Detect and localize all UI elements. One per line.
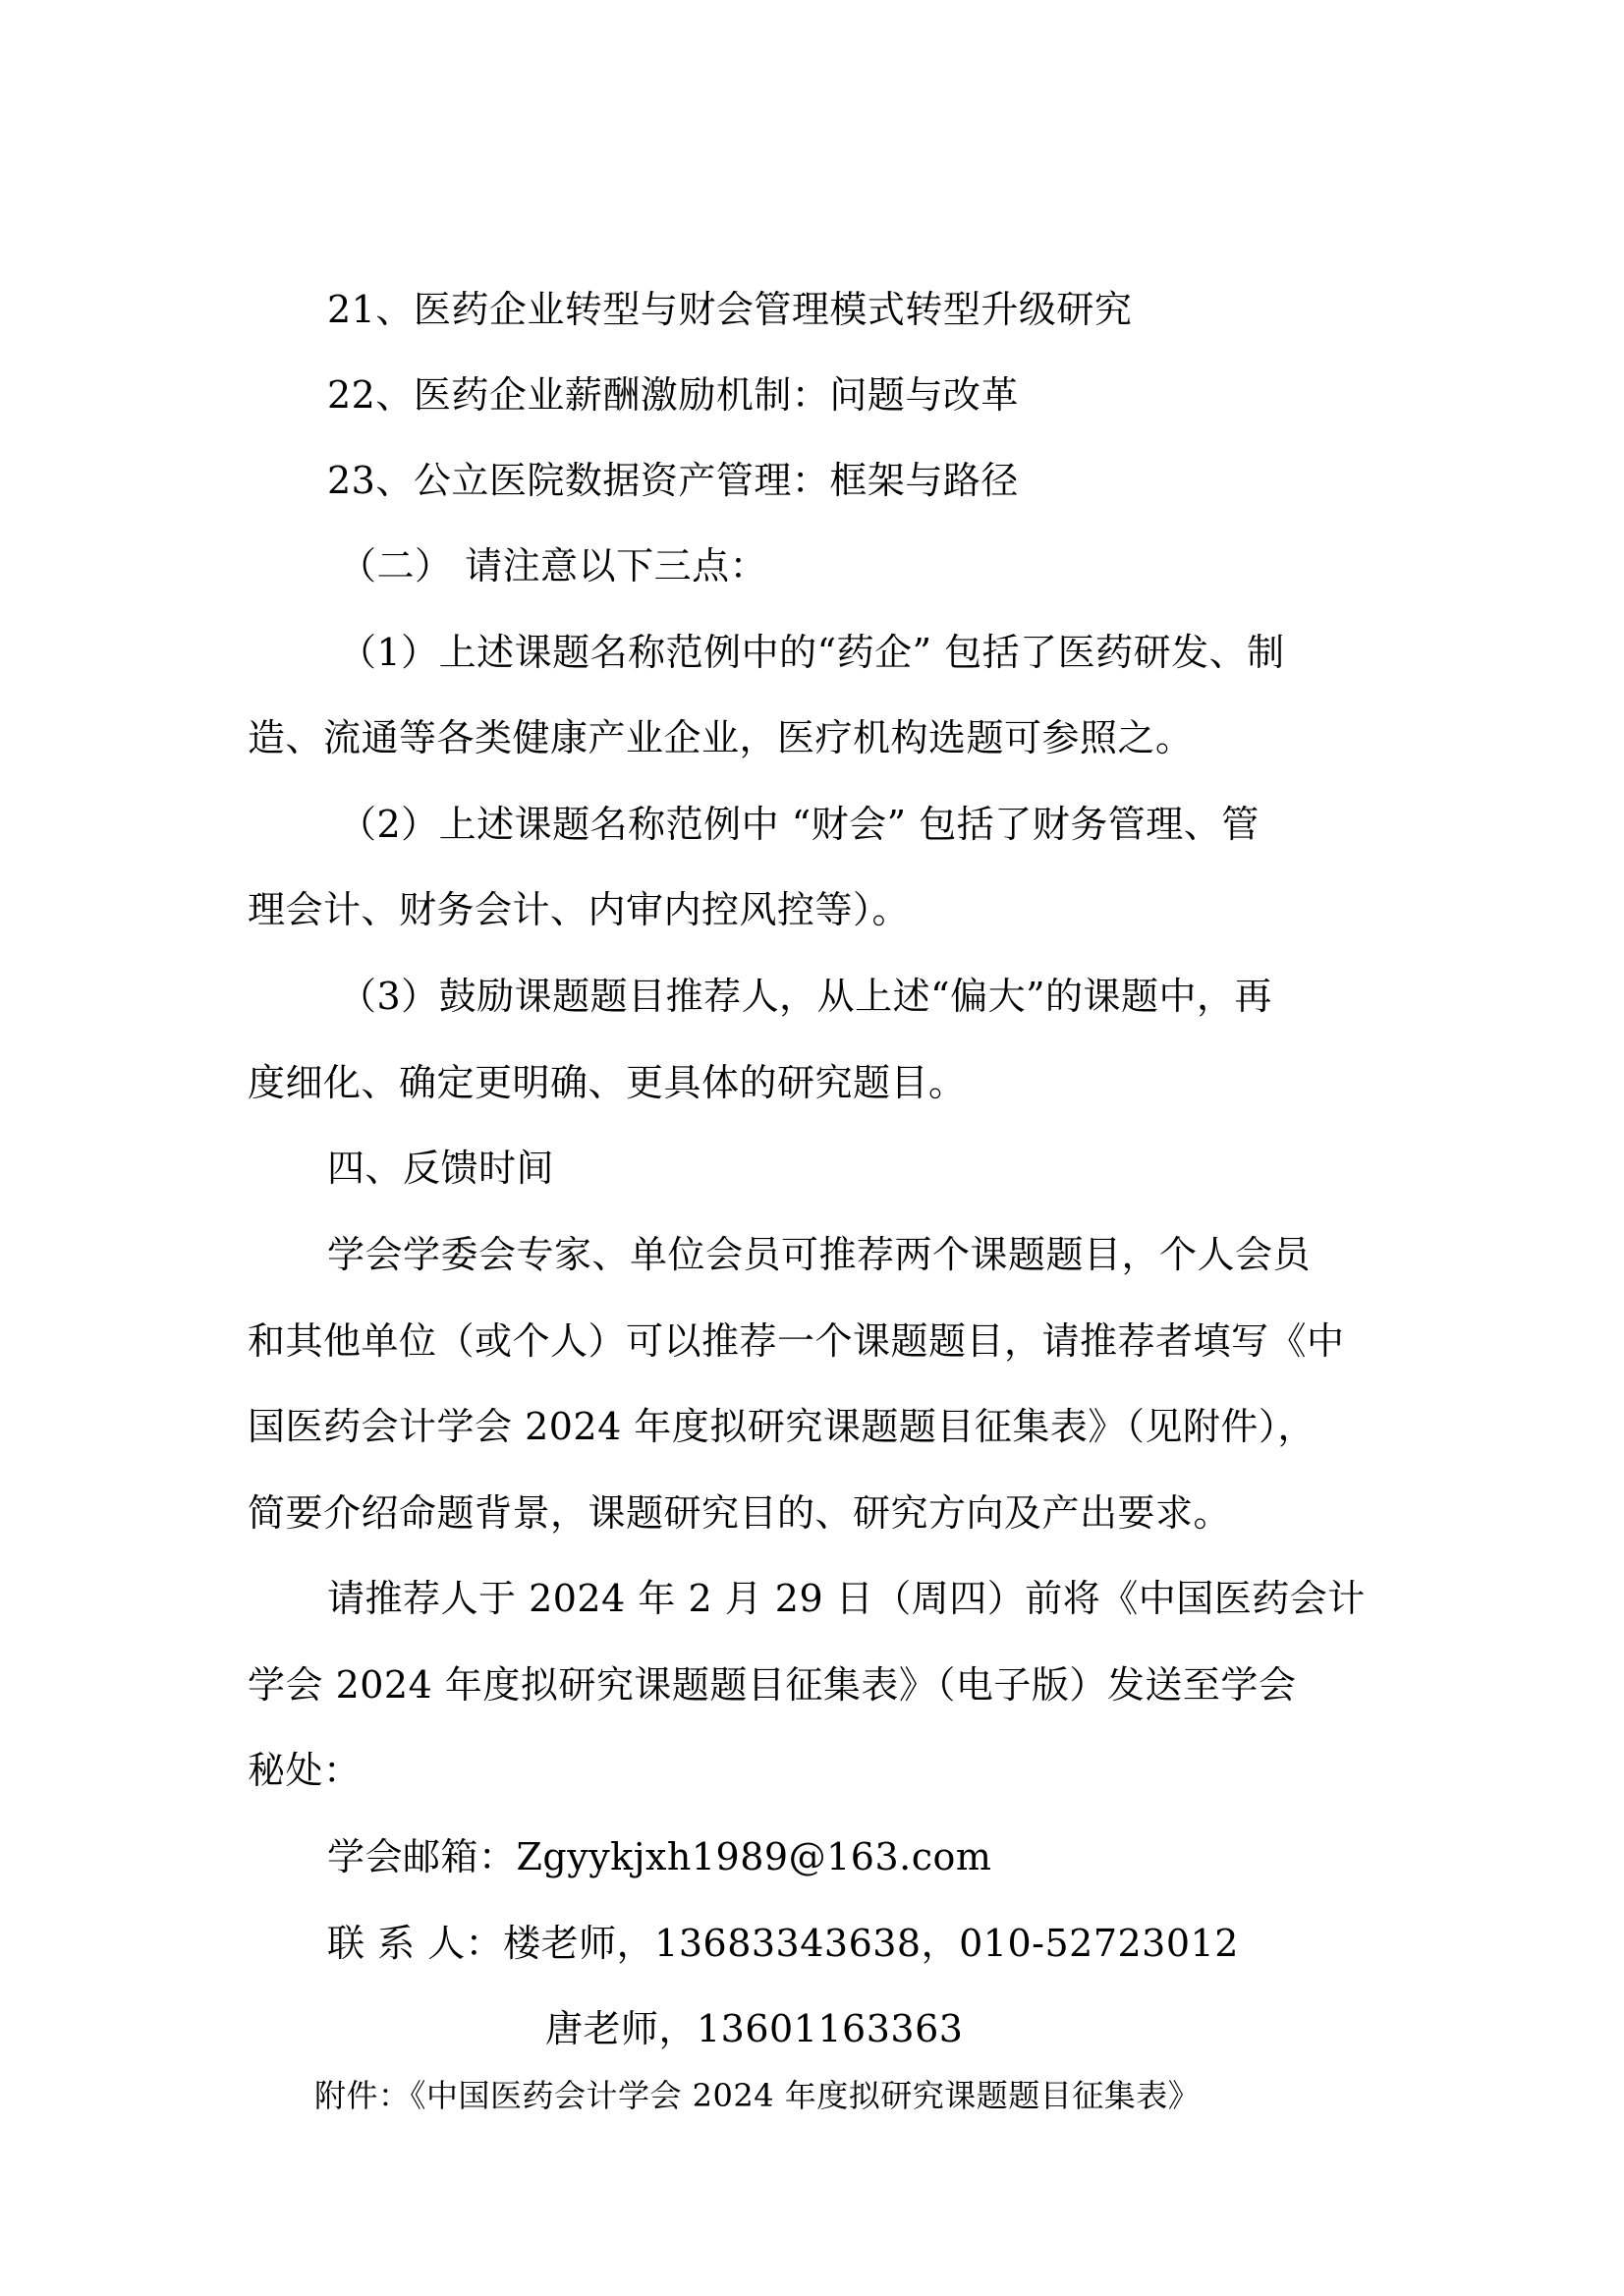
para-1-line-1: 学会学委会专家、单位会员可推荐两个课题题目，个人会员: [327, 1233, 1312, 1276]
topic-23: 23、公立医院数据资产管理：框架与路径: [327, 459, 1019, 502]
note-1-line-2: 造、流通等各类健康产业企业，医疗机构选题可参照之。: [248, 716, 1194, 759]
note-2-line-1: （2）上述课题名称范例中 “财会” 包括了财务管理、管: [339, 803, 1260, 846]
topic-21: 21、医药企业转型与财会管理模式转型升级研究: [327, 288, 1133, 331]
note-1-line-1: （1）上述课题名称范例中的“药企” 包括了医药研发、制: [339, 631, 1285, 674]
topic-22: 22、医药企业薪酬激励机制：问题与改革: [327, 373, 1019, 417]
para-1-line-2: 和其他单位（或个人）可以推荐一个课题题目，请推荐者填写《中: [248, 1319, 1345, 1363]
para-2-line-1: 请推荐人于 2024 年 2 月 29 日（周四）前将《中国医药会计: [327, 1577, 1366, 1620]
para-1-line-3: 国医药会计学会 2024 年度拟研究课题题目征集表》（见附件），: [248, 1405, 1316, 1448]
notes-heading: （二） 请注意以下三点：: [339, 544, 768, 588]
attachment-line: 附件：《中国医药会计学会 2024 年度拟研究课题题目征集表》: [314, 2077, 1201, 2114]
section-4-heading: 四、反馈时间: [327, 1147, 555, 1190]
note-2-line-2: 理会计、财务会计、内审内控风控等）。: [248, 888, 911, 931]
contact-line-2: 唐老师，13601163363: [545, 2007, 964, 2050]
contact-line-1: 联 系 人：楼老师，13683343638，010-52723012: [327, 1922, 1239, 1965]
para-2-line-2: 学会 2024 年度拟研究课题题目征集表》（电子版）发送至学会: [248, 1663, 1297, 1707]
note-3-line-1: （3）鼓励课题题目推荐人，从上述“偏大”的课题中，再: [339, 975, 1273, 1018]
para-1-line-4: 简要介绍命题背景，课题研究目的、研究方向及产出要求。: [248, 1491, 1232, 1535]
para-2-line-3: 秘处：: [248, 1749, 362, 1792]
note-3-line-2: 度细化、确定更明确、更具体的研究题目。: [248, 1061, 967, 1104]
email-line: 学会邮箱：Zgyykjxh1989@163.com: [327, 1835, 992, 1878]
